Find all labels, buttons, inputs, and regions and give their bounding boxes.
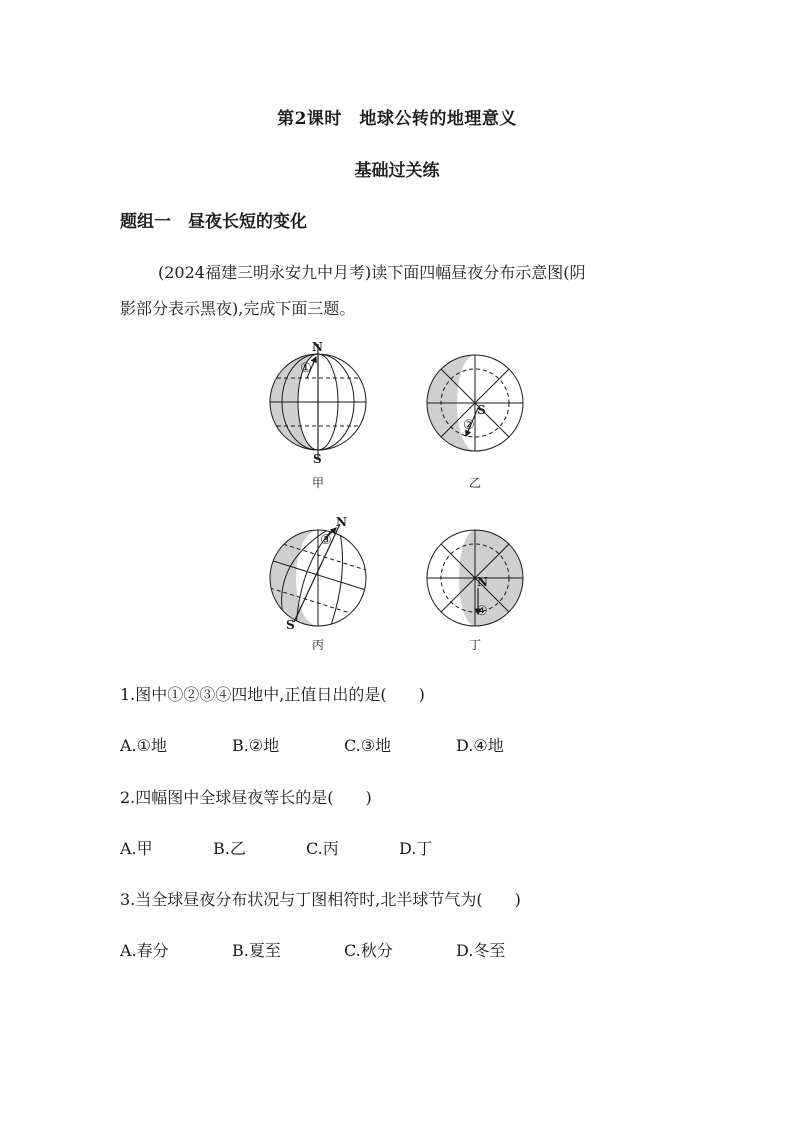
- question-1-option-c: C.③地: [344, 736, 392, 755]
- intro-text-line-2: 影部分表示黑夜),完成下面三题。: [120, 299, 356, 318]
- question-2-option-a: A.甲: [120, 839, 153, 858]
- question-1-stem: 1.图中①②③④四地中,正值日出的是( ): [120, 685, 425, 704]
- yi-center-pole: S: [477, 403, 486, 417]
- question-2-option-c: C.丙: [306, 839, 339, 858]
- caption-bing: 丙: [311, 638, 324, 652]
- caption-yi: 乙: [468, 476, 481, 490]
- question-2-option-d: D.丁: [399, 839, 433, 858]
- bing-marker: ③: [320, 533, 332, 548]
- jia-marker: ①: [300, 361, 312, 376]
- intro-text-line-1: (2024福建三明永安九中月考)读下面四幅昼夜分布示意图(阴: [158, 263, 586, 282]
- question-3-option-a: A.春分: [120, 941, 169, 960]
- question-3-option-b: B.夏至: [232, 941, 281, 960]
- jia-pole-south: S: [313, 452, 322, 466]
- question-1-option-a: A.①地: [120, 736, 167, 755]
- page-subtitle: 基础过关练: [354, 161, 440, 181]
- ding-center-pole: N: [477, 575, 488, 589]
- question-1-option-d: D.④地: [456, 736, 504, 755]
- figure-jia: [270, 344, 366, 460]
- figure-ding: [427, 530, 523, 626]
- caption-jia: 甲: [311, 476, 324, 490]
- night-shade: [270, 530, 318, 626]
- question-2-option-b: B.乙: [213, 839, 246, 858]
- figure-yi: [427, 355, 523, 451]
- page-title: 第2课时 地球公转的地理意义: [277, 109, 517, 129]
- question-2-stem: 2.四幅图中全球昼夜等长的是( ): [120, 788, 372, 807]
- caption-ding: 丁: [468, 638, 481, 652]
- ding-marker: ④: [476, 604, 488, 619]
- yi-marker: ②: [463, 418, 475, 433]
- question-3-stem: 3.当全球昼夜分布状况与丁图相符时,北半球节气为( ): [120, 890, 521, 909]
- question-3-option-c: C.秋分: [344, 941, 393, 960]
- section-heading: 题组一 昼夜长短的变化: [120, 212, 307, 232]
- question-3-option-d: D.冬至: [456, 941, 506, 960]
- jia-pole-north: N: [312, 340, 323, 354]
- figure-bing: [270, 524, 366, 628]
- bing-pole-north: N: [336, 515, 347, 529]
- bing-pole-south: S: [286, 618, 295, 632]
- question-1-option-b: B.②地: [232, 736, 280, 755]
